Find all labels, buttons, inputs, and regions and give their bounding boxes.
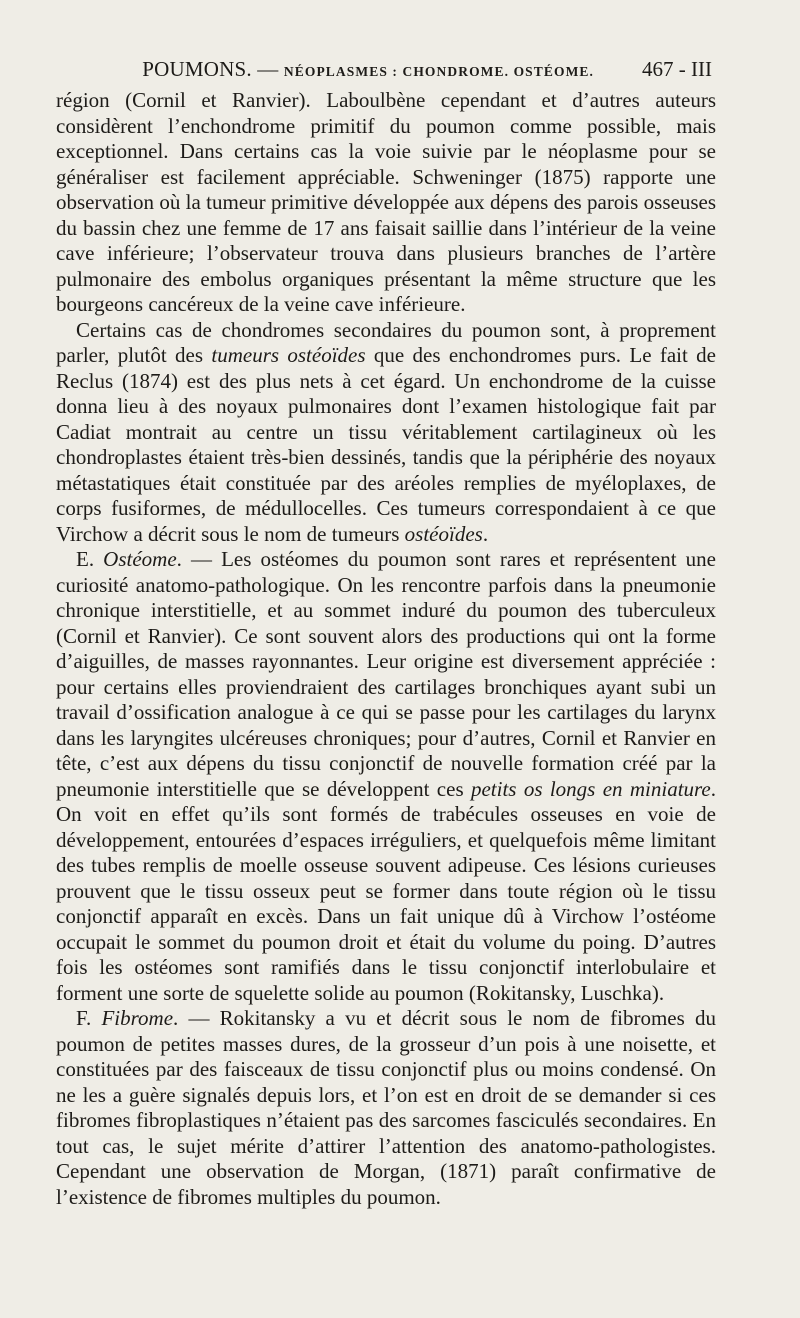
running-title [142,52,594,89]
body-text [56,88,716,1210]
running-title-section: NÉOPLASMES : CHONDROME. OSTÉOME. [283,64,595,79]
section-heading: Ostéome [103,547,177,571]
page [56,52,716,1210]
section-letter: E. [76,547,104,571]
paragraph-secondary-chondromes: Certains cas de chondromes secondaires du poumon sont, à proprement parler, plutôt des tumeurs ostéoïdes que des enchondromes purs. Le fait de Reclus (1874) est des plus nets à cet égard. Un enchondrome de la cuisse donna lieu à des noyaux pulmonaires dont l’examen histologique fait par Cadiat montrait au centre un tissu véritablement cartilagineux où les chondroplastes étaient très-bien dessinés, tandis que la périphérie des noyaux métastatiques était constituée par des aréoles remplies de myéloplaxes, de corps fusiformes, de médullocelles. Ces tumeurs correspondaient à ce que Virchow a décrit sous le nom de tumeurs ostéoïdes. [56,317,716,546]
section-letter: F. [76,1006,102,1030]
italic-term: tumeurs ostéoïdes [211,343,366,367]
section-heading: Fibrome [101,1006,174,1030]
italic-term: petits os longs en miniature [470,776,711,801]
running-title-main: POUMONS. — [142,57,284,81]
paragraph-continuation: région (Cornil et Ranvier). Laboulbène cependant et d’autres auteurs considèrent l’enchondrome primitif du poumon comme possible, mais exceptionnel. Dans certains cas la voie suivie par le néoplasme pour se généraliser est facilement appréciable. Schweninger (1875) rapporte une observation où la tumeur primitive développée aux dépens des parois osseuses du bassin chez une femme de 17 ans faisait saillie dans l’intérieur de la veine cave inférieure; l’observateur trouva dans plusieurs branches de l’artère pulmonaire des embolus organiques présentant la même structure que les bourgeons cancéreux de la veine cave inférieure. [56,88,716,316]
italic-term: ostéoïdes [404,521,483,546]
running-head [56,52,716,86]
section-fibrome: F. Fibrome. — Rokitansky a vu et décrit sous le nom de fibromes du poumon de petites masses dures, de la grosseur d’un pois à une noisette, et constituées par des faisceaux de tissu conjonctif plus ou moins condensé. On ne les a guère signalés depuis lors, et l’on est en droit de se demander si ces fibromes fibroplastiques n’étaient pas des sarcomes fasciculés secondaires. En tout cas, le sujet mérite d’attirer l’attention des anatomo-pathologistes. Cependant une observation de Morgan, (1871) paraît confirmative de l’existence de fibromes multiples du poumon. [56,1006,716,1209]
section-osteome: E. Ostéome. — Les ostéomes du poumon sont rares et représentent une curiosité anatomo-pathologique. On les rencontre parfois dans la pneumonie chronique interstitielle, et au sommet induré du poumon des tuberculeux (Cornil et Ranvier). Ce sont souvent alors des productions qui ont la forme d’aiguilles, de masses rayonnantes. Leur origine est diversement appréciée : pour certains elles proviendraient des cartilages bronchiques ayant subi un travail d’ossification analogue à ce qui se passe pour les cartilages du larynx dans les laryngites ulcéreuses chroniques; pour d’autres, Cornil et Ranvier en tête, c’est aux dépens du tissu conjonctif de nouvelle formation créé par la pneumonie interstitielle que se développent ces petits os longs en miniature. On voit en effet qu’ils sont formés de trabécules osseuses en voie de développement, entourées d’espaces irréguliers, et quelquefois même limitant des tubes remplis de moelle osseuse souvent adipeuse. Ces lésions curieuses prouvent que le tissu osseux peut se former dans toute région où le tissu conjonctif apparaît en excès. Dans un fait unique dû à Virchow l’ostéome occupait le sommet du poumon droit et était du volume du poing. D’autres fois les ostéomes sont ramifiés dans le tissu conjonctif interlobulaire et forment une sorte de squelette solide au poumon (Rokitansky, Luschka). [56,547,716,1005]
page-number: 467 - III [642,57,712,81]
